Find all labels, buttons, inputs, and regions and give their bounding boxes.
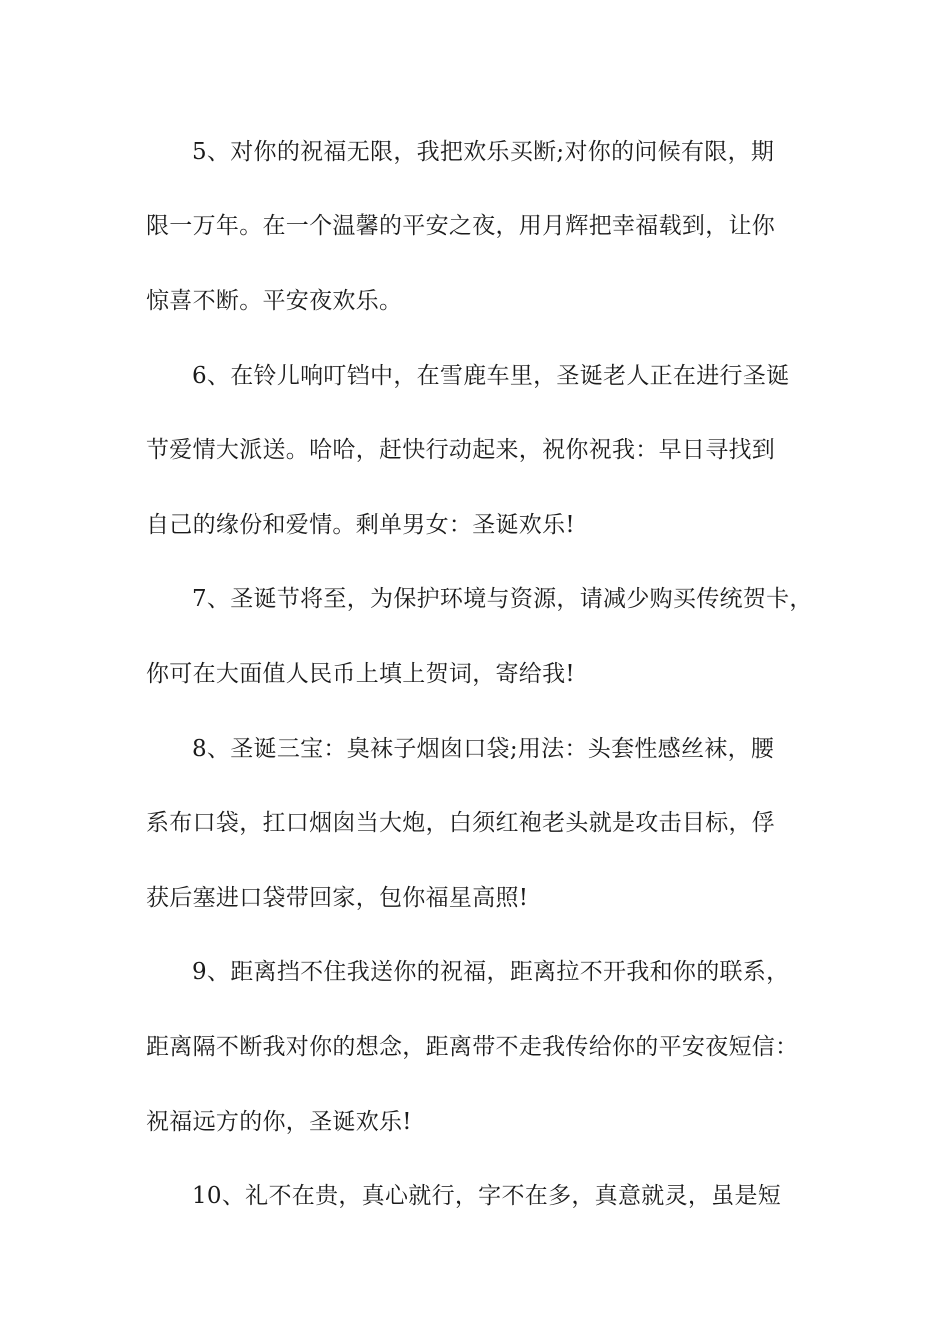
paragraph-7-line-2: 你可在大面值人民币上填上贺词，寄给我! — [146, 661, 575, 687]
paragraph-9-line-2: 距离隔不断我对你的想念，距离带不走我传给你的平安夜短信： — [146, 1034, 799, 1060]
paragraph-6-line-2: 节爱情大派送。哈哈，赶快行动起来，祝你祝我：早日寻找到 — [146, 437, 776, 463]
paragraph-7-line-1: 7、圣诞节将至，为保护环境与资源，请减少购买传统贺卡， — [192, 586, 813, 612]
paragraph-6-line-3: 自己的缘份和爱情。剩单男女：圣诞欢乐! — [146, 512, 575, 538]
paragraph-6-line-1: 6、在铃儿响叮铛中，在雪鹿车里，圣诞老人正在进行圣诞 — [192, 363, 790, 389]
paragraph-10-line-1: 10、礼不在贵，真心就行，字不在多，真意就灵，虽是短 — [192, 1183, 782, 1209]
paragraph-8-line-1: 8、圣诞三宝：臭袜子烟囱口袋;用法：头套性感丝袜，腰 — [192, 736, 775, 762]
paragraph-8-line-2: 系布口袋，扛口烟囱当大炮，白须红袍老头就是攻击目标，俘 — [146, 810, 776, 836]
paragraph-5-line-3: 惊喜不断。平安夜欢乐。 — [146, 288, 403, 314]
paragraph-8-line-3: 获后塞进口袋带回家，包你福星高照! — [146, 885, 529, 911]
paragraph-5-line-1: 5、对你的祝福无限，我把欢乐买断;对你的问候有限，期 — [192, 139, 775, 165]
paragraph-5-line-2: 限一万年。在一个温馨的平安之夜，用月辉把幸福载到，让你 — [146, 213, 776, 239]
paragraph-9-line-1: 9、距离挡不住我送你的祝福，距离拉不开我和你的联系， — [192, 959, 790, 985]
paragraph-9-line-3: 祝福远方的你，圣诞欢乐! — [146, 1109, 412, 1135]
